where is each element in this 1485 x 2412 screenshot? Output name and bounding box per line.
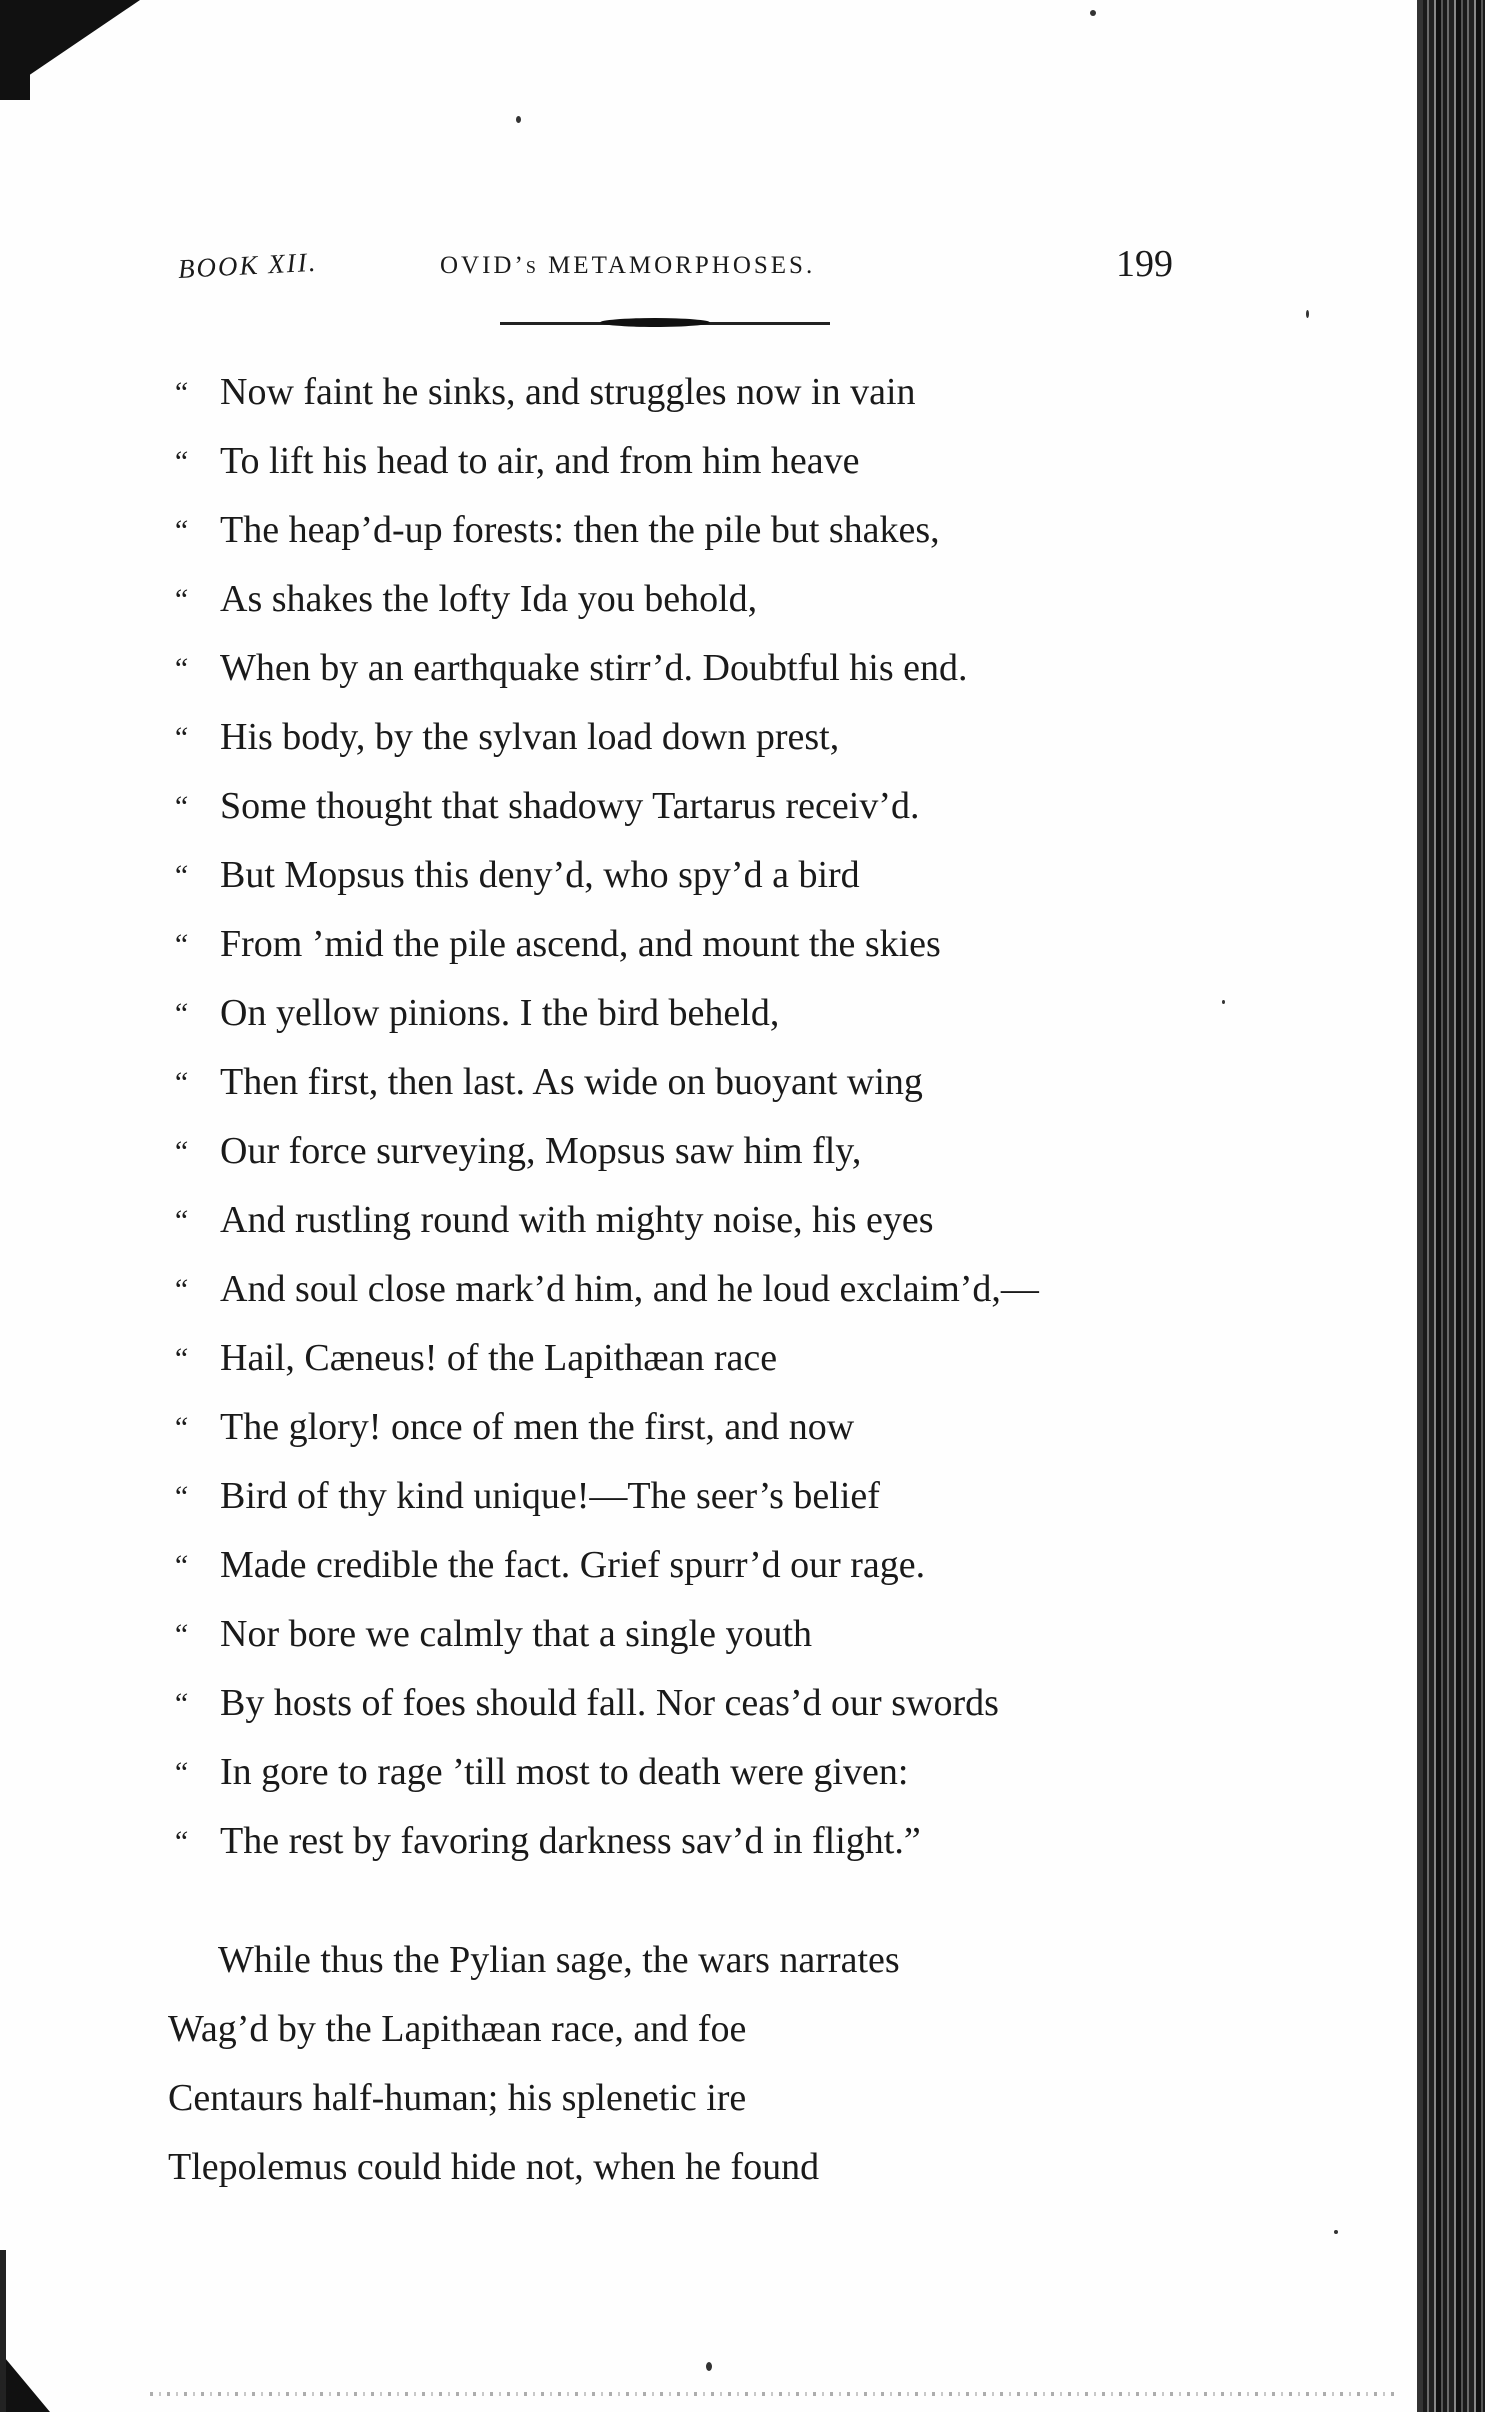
verse-text: From ’mid the pile ascend, and mount the skies: [220, 923, 941, 965]
verse-block-2: [168, 1926, 1168, 2202]
verse-text: His body, by the sylvan load down prest,: [220, 716, 840, 758]
speck: [1334, 2230, 1338, 2234]
verse-text: When by an earthquake stirr’d. Doubtful his end.: [220, 647, 968, 689]
page-edge-line: [0, 2250, 6, 2412]
verse-line: [172, 1186, 1212, 1255]
verse-line: [172, 496, 1212, 565]
verse-line: [172, 772, 1212, 841]
verse-line: [172, 703, 1212, 772]
verse-line: [172, 979, 1212, 1048]
verse-text: And rustling round with mighty noise, his eyes: [220, 1199, 934, 1241]
running-title: OVID’s METAMORPHOSES.: [440, 252, 816, 279]
header-rule-swell: [600, 318, 710, 327]
verse-line: Wag’d by the Lapithæan race, and foe: [168, 2008, 747, 2050]
verse-text: The glory! once of men the first, and now: [220, 1406, 855, 1448]
verse-text: On yellow pinions. I the bird beheld,: [220, 992, 780, 1034]
quote-mark: “: [172, 1549, 189, 1582]
verse-line: While thus the Pylian sage, the wars narrates: [218, 1939, 900, 1981]
verse-text: In gore to rage ’till most to death were given:: [220, 1751, 909, 1793]
quote-mark: “: [172, 997, 189, 1030]
speck: [706, 2362, 712, 2371]
verse-line: [172, 1600, 1212, 1669]
verse-line: [172, 1117, 1212, 1186]
verse-line: [172, 1531, 1212, 1600]
bottom-edge-noise: [150, 2392, 1400, 2396]
verse-text: By hosts of foes should fall. Nor ceas’d our swords: [220, 1682, 999, 1724]
verse-line: Tlepolemus could hide not, when he found: [168, 2146, 820, 2188]
verse-line: [172, 1462, 1212, 1531]
quote-mark: “: [172, 514, 189, 547]
book-binding-stripes: [1423, 0, 1485, 2412]
quote-mark: “: [172, 1204, 189, 1237]
verse-text: Hail, Cæneus! of the Lapithæan race: [220, 1337, 778, 1379]
verse-line: Centaurs half-human; his splenetic ire: [168, 2077, 747, 2119]
quote-mark: “: [172, 1411, 189, 1444]
quote-mark: “: [172, 859, 189, 892]
verse-line: [172, 634, 1212, 703]
verse-text: Some thought that shadowy Tartarus receiv’d.: [220, 785, 920, 827]
page-corner-bottom: [0, 2352, 50, 2412]
verse-line: [172, 1048, 1212, 1117]
verse-block: [172, 358, 1212, 1876]
quote-mark: “: [172, 1756, 189, 1789]
verse-text: To lift his head to air, and from him heave: [220, 440, 860, 482]
verse-line: [172, 358, 1212, 427]
verse-text: Bird of thy kind unique!—The seer’s belief: [220, 1475, 880, 1517]
verse-text: Then first, then last. As wide on buoyant wing: [220, 1061, 923, 1103]
verse-text: And soul close mark’d him, and he loud exclaim’d,—: [220, 1268, 1039, 1310]
quote-mark: “: [172, 1135, 189, 1168]
verse-text: Our force surveying, Mopsus saw him fly,: [220, 1130, 862, 1172]
quote-mark: “: [172, 1273, 189, 1306]
quote-mark: “: [172, 721, 189, 754]
verse-line: [172, 1669, 1212, 1738]
quote-mark: “: [172, 1618, 189, 1651]
speck: [1222, 1000, 1225, 1004]
quote-mark: “: [172, 1480, 189, 1513]
verse-text: But Mopsus this deny’d, who spy’d a bird: [220, 854, 860, 896]
running-head: [178, 242, 1178, 292]
speck: [1090, 10, 1096, 16]
quote-mark: “: [172, 1066, 189, 1099]
quote-mark: “: [172, 652, 189, 685]
verse-text: As shakes the lofty Ida you behold,: [220, 578, 758, 620]
verse-line: [172, 1738, 1212, 1807]
quote-mark: “: [172, 1342, 189, 1375]
speck: [516, 116, 521, 123]
speck: [1306, 310, 1309, 318]
quote-mark: “: [172, 790, 189, 823]
verse-text: Made credible the fact. Grief spurr’d our rage.: [220, 1544, 926, 1586]
verse-text: Now faint he sinks, and struggles now in vain: [220, 371, 916, 413]
quote-mark: “: [172, 1687, 189, 1720]
verse-line: [172, 910, 1212, 979]
quote-mark: “: [172, 1825, 189, 1858]
quote-mark: “: [172, 583, 189, 616]
verse-line: [172, 1807, 1212, 1876]
verse-line: [172, 1324, 1212, 1393]
verse-line: [172, 841, 1212, 910]
quote-mark: “: [172, 445, 189, 478]
page-number: 199: [1116, 243, 1173, 285]
page-corner-shadow-edge: [0, 0, 30, 100]
verse-line: [172, 427, 1212, 496]
verse-line: [172, 1393, 1212, 1462]
quote-mark: “: [172, 928, 189, 961]
quote-mark: “: [172, 376, 189, 409]
verse-line: [172, 565, 1212, 634]
verse-line: [172, 1255, 1212, 1324]
verse-text: The heap’d-up forests: then the pile but shakes,: [220, 509, 940, 551]
verse-text: The rest by favoring darkness sav’d in flight.”: [220, 1820, 921, 1862]
verse-text: Nor bore we calmly that a single youth: [220, 1613, 813, 1655]
book-number: BOOK XII.: [177, 246, 319, 284]
